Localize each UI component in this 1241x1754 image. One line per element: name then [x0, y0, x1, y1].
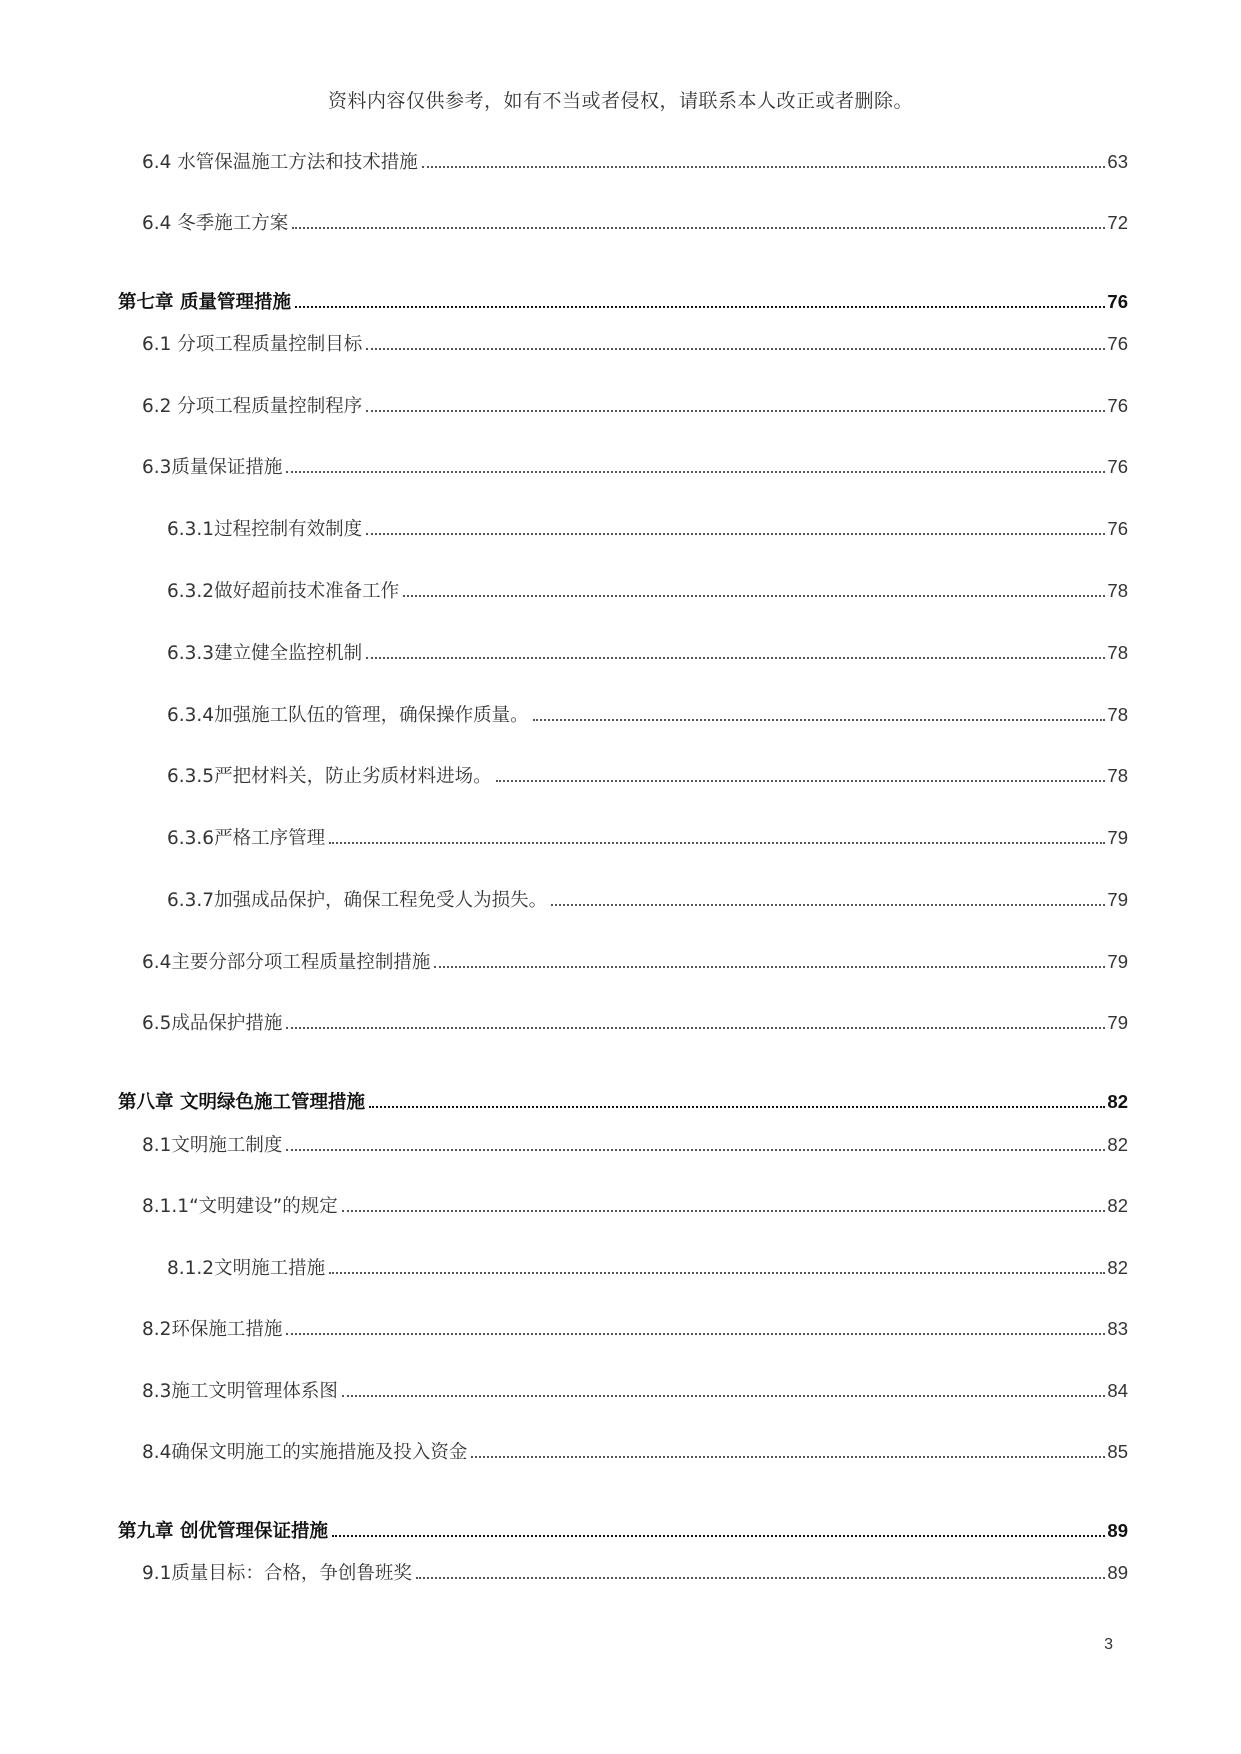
toc-entry-title: 6.1 分项工程质量控制目标 [142, 334, 363, 355]
toc-entry-title: 6.4 水管保温施工方法和技术措施 [142, 152, 418, 173]
toc-entry-page: 76 [1107, 333, 1128, 354]
toc-dot-leader [329, 1272, 1105, 1274]
toc-entry-title: 6.3.5严把材料关，防止劣质材料进场。 [167, 766, 492, 787]
disclaimer-header: 资料内容仅供参考，如有不当或者侵权，请联系本人改正或者删除。 [327, 90, 913, 112]
toc-entry-page: 82 [1107, 1091, 1128, 1112]
toc-dot-leader [416, 1577, 1105, 1579]
toc-dot-leader [471, 1456, 1105, 1458]
toc-dot-leader [366, 410, 1105, 412]
toc-entry-page: 76 [1107, 518, 1128, 539]
toc-entry-page: 79 [1107, 889, 1128, 910]
toc-dot-leader [434, 966, 1105, 968]
toc-entry-page: 85 [1107, 1441, 1128, 1462]
toc-entry[interactable] [142, 1559, 1128, 1585]
toc-entry-title: 8.1.1“文明建设”的规定 [142, 1196, 338, 1217]
toc-entry-page: 89 [1107, 1520, 1128, 1541]
toc-dot-leader [533, 719, 1106, 721]
toc-chapter-entry[interactable] [118, 1517, 1128, 1543]
toc-entry-title: 第七章 质量管理措施 [118, 292, 291, 313]
toc-entry-title: 6.3质量保证措施 [142, 457, 283, 478]
toc-entry[interactable] [167, 515, 1128, 541]
toc-entry-page: 78 [1107, 704, 1128, 725]
toc-entry-title: 6.3.7加强成品保护，确保工程免受人为损失。 [167, 890, 548, 911]
toc-entry-page: 78 [1107, 642, 1128, 663]
toc-dot-leader [342, 1395, 1105, 1397]
toc-dot-leader [286, 1333, 1105, 1335]
toc-entry[interactable] [142, 148, 1128, 174]
toc-dot-leader [342, 1210, 1106, 1212]
toc-entry-page: 78 [1107, 580, 1128, 601]
toc-chapter-entry[interactable] [118, 1088, 1128, 1114]
toc-entry-title: 8.2环保施工措施 [142, 1319, 283, 1340]
toc-entry-page: 76 [1107, 291, 1128, 312]
toc-entry-page: 79 [1107, 1012, 1128, 1033]
toc-entry-page: 76 [1107, 456, 1128, 477]
toc-dot-leader [286, 1149, 1105, 1151]
toc-entry-page: 72 [1107, 212, 1128, 233]
toc-entry-title: 6.3.1过程控制有效制度 [167, 519, 363, 540]
toc-entry[interactable] [142, 1009, 1128, 1035]
toc-entry-page: 79 [1107, 951, 1128, 972]
toc-entry-title: 6.3.3建立健全监控机制 [167, 643, 363, 664]
toc-dot-leader [332, 1535, 1105, 1537]
toc-entry[interactable] [142, 453, 1128, 479]
toc-dot-leader [292, 227, 1105, 229]
toc-dot-leader [496, 780, 1106, 782]
toc-entry[interactable] [167, 701, 1128, 727]
toc-entry[interactable] [167, 886, 1128, 912]
toc-entry[interactable] [142, 948, 1128, 974]
toc-chapter-entry[interactable] [118, 288, 1128, 314]
toc-entry-page: 78 [1107, 765, 1128, 786]
toc-entry[interactable] [142, 392, 1128, 418]
toc-dot-leader [295, 306, 1105, 308]
toc-entry-page: 82 [1107, 1134, 1128, 1155]
toc-entry[interactable] [142, 1438, 1128, 1464]
toc-entry-title: 6.4主要分部分项工程质量控制措施 [142, 952, 431, 973]
toc-entry[interactable] [142, 1315, 1128, 1341]
toc-dot-leader [286, 1027, 1105, 1029]
toc-entry[interactable] [142, 330, 1128, 356]
toc-entry-page: 89 [1107, 1562, 1128, 1583]
toc-entry-page: 63 [1107, 151, 1128, 172]
toc-dot-leader [286, 471, 1105, 473]
toc-entry-page: 79 [1107, 827, 1128, 848]
toc-dot-leader [329, 842, 1105, 844]
toc-entry[interactable] [167, 639, 1128, 665]
toc-entry-title: 9.1质量目标：合格，争创鲁班奖 [142, 1563, 412, 1584]
toc-entry-page: 82 [1107, 1195, 1128, 1216]
toc-entry-title: 第八章 文明绿色施工管理措施 [118, 1092, 365, 1113]
toc-entry-title: 6.3.2做好超前技术准备工作 [167, 581, 400, 602]
toc-entry-page: 83 [1107, 1318, 1128, 1339]
toc-entry-title: 8.3施工文明管理体系图 [142, 1381, 338, 1402]
toc-dot-leader [551, 904, 1105, 906]
toc-entry-title: 6.5成品保护措施 [142, 1013, 283, 1034]
toc-entry-title: 6.2 分项工程质量控制程序 [142, 396, 363, 417]
toc-entry-title: 8.4确保文明施工的实施措施及投入资金 [142, 1442, 468, 1463]
toc-entry[interactable] [142, 1192, 1128, 1218]
toc-entry-page: 82 [1107, 1257, 1128, 1278]
toc-dot-leader [366, 348, 1105, 350]
toc-entry[interactable] [167, 824, 1128, 850]
toc-entry[interactable] [167, 1254, 1128, 1280]
toc-dot-leader [403, 595, 1105, 597]
toc-entry-title: 6.4 冬季施工方案 [142, 213, 289, 234]
toc-entry[interactable] [142, 1377, 1128, 1403]
toc-entry[interactable] [142, 1131, 1128, 1157]
toc-dot-leader [369, 1106, 1105, 1108]
toc-entry-title: 6.3.4加强施工队伍的管理，确保操作质量。 [167, 705, 529, 726]
toc-dot-leader [422, 166, 1106, 168]
toc-dot-leader [366, 533, 1105, 535]
toc-entry-title: 8.1文明施工制度 [142, 1135, 283, 1156]
toc-entry-title: 第九章 创优管理保证措施 [118, 1521, 328, 1542]
toc-entry-title: 6.3.6严格工序管理 [167, 828, 326, 849]
toc-entry-page: 76 [1107, 395, 1128, 416]
toc-entry-title: 8.1.2文明施工措施 [167, 1258, 326, 1279]
toc-entry-page: 84 [1107, 1380, 1128, 1401]
toc-entry[interactable] [142, 209, 1128, 235]
toc-entry[interactable] [167, 762, 1128, 788]
toc-entry[interactable] [167, 577, 1128, 603]
page-number: 3 [1104, 1636, 1113, 1653]
toc-dot-leader [366, 657, 1105, 659]
